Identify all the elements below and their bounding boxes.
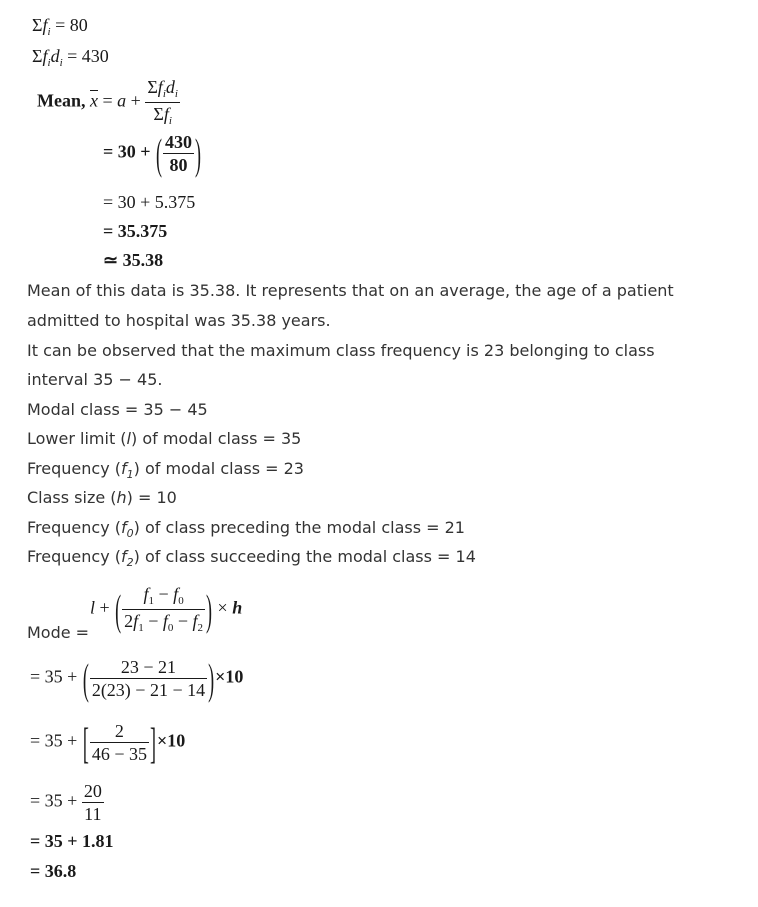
line10-b: ) of class succeeding the modal class = 14: [133, 547, 476, 566]
line10-var: f: [120, 547, 127, 566]
mode-s1-num: 23 − 21: [90, 658, 207, 679]
mode-s2-mult: ×10: [156, 730, 186, 751]
mode-step-5: = 36.8: [30, 861, 77, 881]
mode-step2-prefix: = 35 +: [30, 730, 78, 751]
line8-var: h: [116, 488, 127, 507]
mean-step-2: = 30 + 5.375: [103, 192, 196, 212]
mode-step1-fraction: [90, 658, 207, 699]
mode-step3-fraction: [82, 782, 104, 823]
mean-label: Mean,: [37, 90, 86, 111]
mean-var: $\overline{x}$: [90, 90, 98, 111]
mode-step3-prefix: = 35 +: [30, 790, 78, 811]
line9-b: ) of class preceding the modal class = 21: [133, 518, 465, 537]
mode-s1-mult: ×10: [215, 666, 244, 687]
mode-step-4: = 35 + 1.81: [30, 831, 114, 851]
mode-label: Mode =: [27, 623, 90, 642]
text-line-10: [27, 549, 476, 568]
sum-f-value: 80: [69, 15, 88, 35]
text-line-5: Modal class = 35 − 45: [27, 400, 208, 419]
text-line-2: admitted to hospital was 35.38 years.: [27, 311, 331, 330]
mean-fraction: $\frac{\Sigma f_id_i}{\Sigma f_i}$: [147, 77, 178, 127]
step1-a: 30: [117, 141, 136, 162]
sum-fd-line: $\Sigma f_id_i = 430$: [32, 46, 109, 69]
mode-s3-den: 11: [84, 804, 102, 824]
line7-sub: 1: [126, 468, 134, 481]
line6-a: Lower limit (: [27, 429, 127, 448]
mode-step-2: = 35 + [ $\frac{2}{46 - 35}$ ]×10: [30, 718, 186, 767]
mean-step-1: = 30 + ( $\frac{430}{80}$ ): [103, 129, 202, 178]
text-line-8: [27, 490, 177, 506]
line6-b: ) of modal class = 35: [131, 429, 302, 448]
mode-s1-den: 2(23) − 21 − 14: [91, 680, 206, 700]
step1-den: 80: [169, 155, 188, 175]
mode-step1-prefix: = 35 +: [30, 666, 78, 687]
mode-formula-fraction: $\frac{f_1 - f_0}{2f_1 - f_0 - f_2}$: [124, 584, 204, 634]
mode-s2-den: 46 − 35: [91, 744, 147, 764]
text-line-4: interval 35 − 45.: [27, 370, 163, 389]
mode-step-1: = 35 + ( $\frac{23 - 21}{2(23) - 21 - 14}$ )×10: [30, 654, 244, 703]
text-line-3: It can be observed that the maximum class frequency is 23 belonging to class: [27, 341, 655, 360]
line9-var: f: [120, 518, 127, 537]
text-line-1: Mean of this data is 35.38. It represents that on an average, the age of a patient: [27, 281, 674, 300]
step1-fraction: [163, 133, 194, 174]
line9-a: Frequency (: [27, 518, 121, 537]
line9-sub: 0: [126, 527, 134, 540]
line7-a: Frequency (: [27, 459, 121, 478]
sum-f-line: $\Sigma f_i = 80$: [32, 15, 88, 38]
step1-num: 430: [165, 132, 193, 152]
text-line-7: [27, 461, 304, 480]
line7-b: ) of modal class = 23: [133, 459, 304, 478]
line7-var: f: [120, 459, 127, 478]
line10-a: Frequency (: [27, 547, 121, 566]
mode-s2-num: 2: [90, 722, 149, 743]
mode-step-3: [30, 782, 104, 823]
line10-sub: 2: [126, 556, 134, 569]
mode-formula: l + ( $\frac{f_1 - f_0}{2f_1 - f_0 - f_2}$ ) × h: [90, 584, 243, 634]
mean-step-3: = 35.375: [103, 221, 168, 241]
mean-step-4: ≃ 35.38: [103, 250, 164, 270]
line8-a: Class size (: [27, 488, 117, 507]
mode-step2-fraction: [90, 722, 149, 763]
mean-formula: Mean, $\overline{x} = a$ + $\frac{\Sigma f_id_i}{\Sigma f_i}$: [37, 77, 178, 127]
text-line-6: [27, 431, 301, 447]
line8-b: ) = 10: [126, 488, 177, 507]
mode-s3-num: 20: [83, 781, 102, 801]
mean-a: a: [117, 90, 127, 111]
line6-var: l: [126, 429, 131, 448]
sum-fd-value: 430: [81, 46, 109, 66]
text-line-9: [27, 520, 465, 539]
